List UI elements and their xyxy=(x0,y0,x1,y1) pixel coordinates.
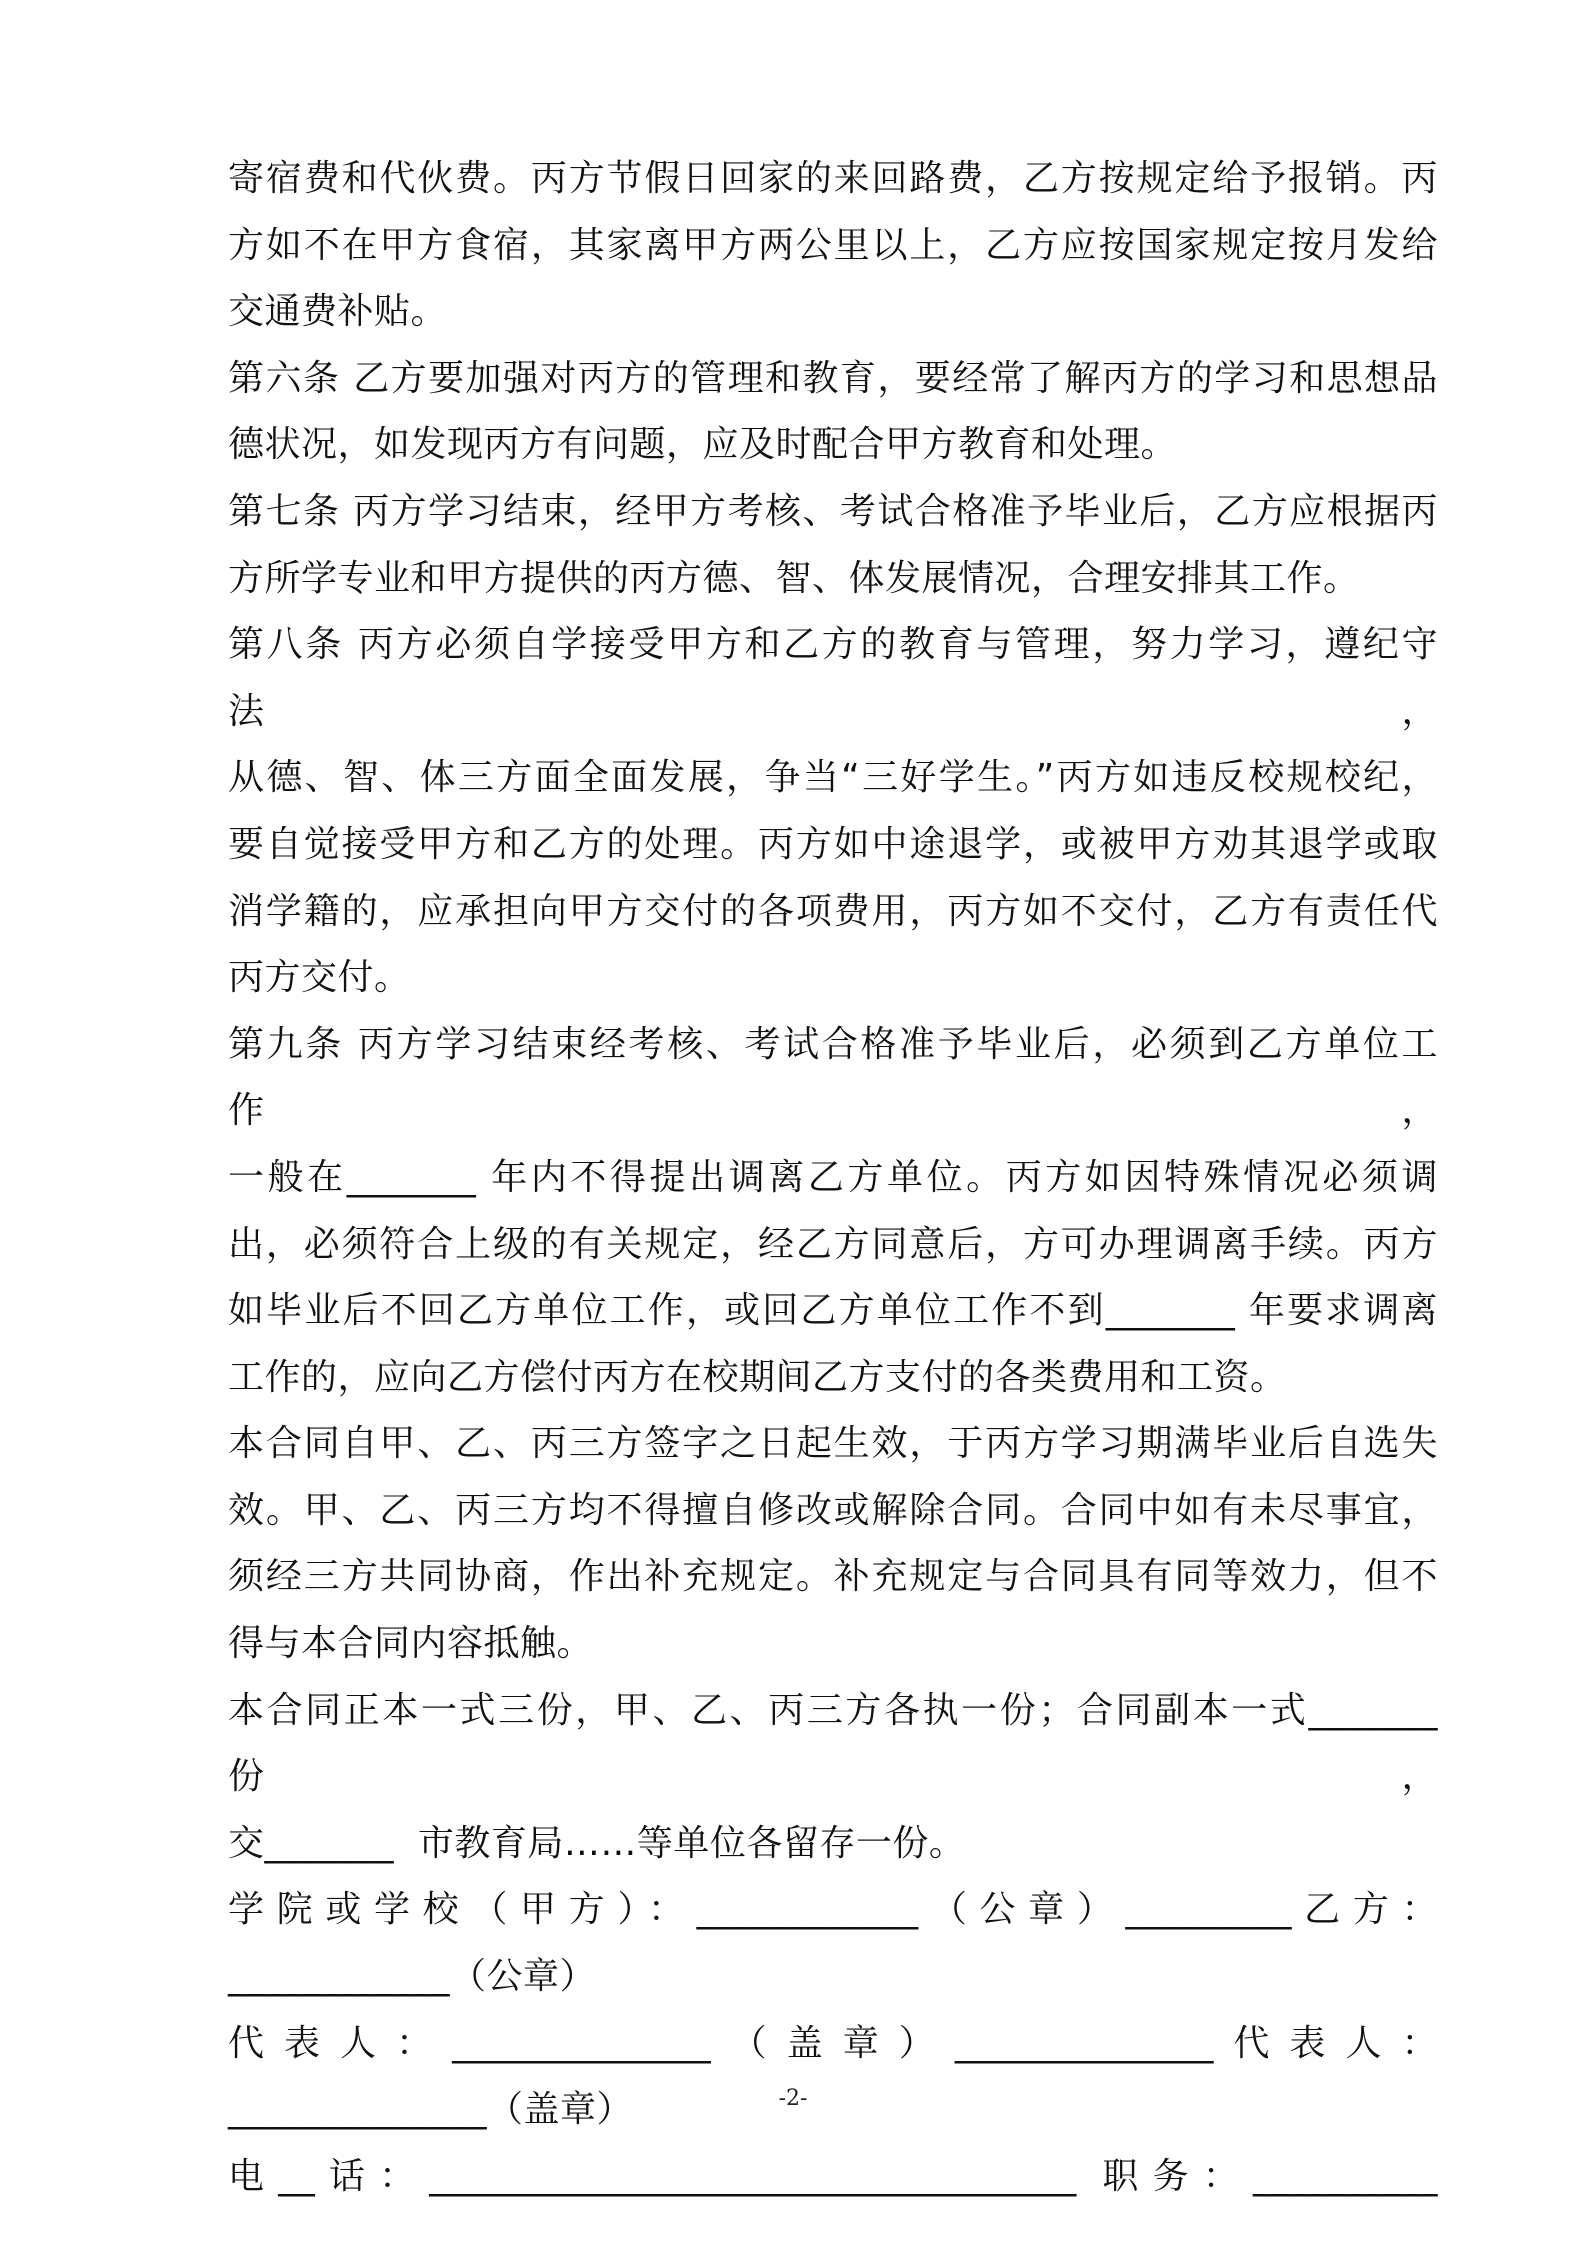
paragraph-article-7 xyxy=(228,479,1438,612)
page-number: -2- xyxy=(778,2086,808,2111)
paragraph-article-9 xyxy=(228,1012,1438,1412)
paragraph-copies-clause xyxy=(228,1678,1438,1878)
document-body xyxy=(228,146,1438,2210)
signature-block-seal xyxy=(228,1877,1438,2010)
text-line: 第六条 乙方要加强对丙方的管理和教育，要经常了解丙方的学习和思想品 xyxy=(228,357,1438,399)
text-line: 电__话：___________________________________ 职务：__________ xyxy=(228,2155,1438,2197)
text-line: 方所学专业和甲方提供的丙方德、智、体发展情况，合理安排其工作。 xyxy=(228,557,1360,599)
text-line: 出，必须符合上级的有关规定，经乙方同意后，方可办理调离手续。丙方 xyxy=(228,1223,1438,1265)
text-line: 如毕业后不回乙方单位工作，或回乙方单位工作不到_______ 年要求调离 xyxy=(228,1290,1438,1332)
text-line: 学院或学校（甲方）：____________（公章）_________乙方： xyxy=(228,1889,1438,1931)
text-line: 方如不在甲方食宿，其家离甲方两公里以上，乙方应按国家规定按月发给 xyxy=(228,224,1438,266)
text-line: 要自觉接受甲方和乙方的处理。丙方如中途退学，或被甲方劝其退学或取 xyxy=(228,823,1438,865)
text-line: 德状况，如发现丙方有问题，应及时配合甲方教育和处理。 xyxy=(228,424,1178,466)
text-line: 第九条 丙方学习结束经考核、考试合格准予毕业后，必须到乙方单位工作， xyxy=(228,1023,1438,1132)
text-line: 交通费补贴。 xyxy=(228,291,448,333)
text-line: 交_______ 市教育局……等单位各留存一份。 xyxy=(228,1822,966,1864)
text-line: 从德、智、体三方面全面发展，争当“三好学生。”丙方如违反校规校纪， xyxy=(228,757,1438,799)
text-line: 本合同自甲、乙、丙三方签字之日起生效，于丙方学习期满毕业后自选失 xyxy=(228,1423,1438,1465)
text-line: 第八条 丙方必须自学接受甲方和乙方的教育与管理，努力学习，遵纪守法， xyxy=(228,624,1438,732)
text-line: ______________（盖章） xyxy=(228,2089,634,2131)
signature-block-phone xyxy=(228,2144,1438,2211)
text-line: 一般在_______ 年内不得提出调离乙方单位。丙方如因特殊情况必须调 xyxy=(228,1156,1438,1198)
text-line: ____________（公章） xyxy=(228,1956,597,1998)
paragraph-article-6 xyxy=(228,346,1438,479)
text-line: 第七条 丙方学习结束，经甲方考核、考试合格准予毕业后，乙方应根据丙 xyxy=(228,490,1438,532)
text-line: 工作的，应向乙方偿付丙方在校期间乙方支付的各类费用和工资。 xyxy=(228,1356,1287,1398)
paragraph-effect-clause xyxy=(228,1411,1438,1677)
text-line: 寄宿费和代伙费。丙方节假日回家的来回路费，乙方按规定给予报销。丙 xyxy=(228,158,1438,199)
signature-block-representative xyxy=(228,2011,1438,2144)
text-line: 本合同正本一式三份，甲、乙、丙三方各执一份；合同副本一式_______ 份， xyxy=(228,1689,1438,1798)
paragraph-article-8 xyxy=(228,612,1438,1012)
text-line: 得与本合同内容抵触。 xyxy=(228,1623,594,1665)
text-line: 效。甲、乙、丙三方均不得擅自修改或解除合同。合同中如有未尽事宜， xyxy=(228,1489,1438,1531)
text-line: 须经三方共同协商，作出补充规定。补充规定与合同具有同等效力，但不 xyxy=(228,1556,1438,1598)
text-line: 代表人：______________（盖章）______________代表人： xyxy=(228,2022,1438,2064)
text-line: 丙方交付。 xyxy=(228,957,411,999)
text-line: 消学籍的，应承担向甲方交付的各项费用，丙方如不交付，乙方有责任代 xyxy=(228,890,1438,932)
paragraph-boarding-fees xyxy=(228,146,1438,346)
